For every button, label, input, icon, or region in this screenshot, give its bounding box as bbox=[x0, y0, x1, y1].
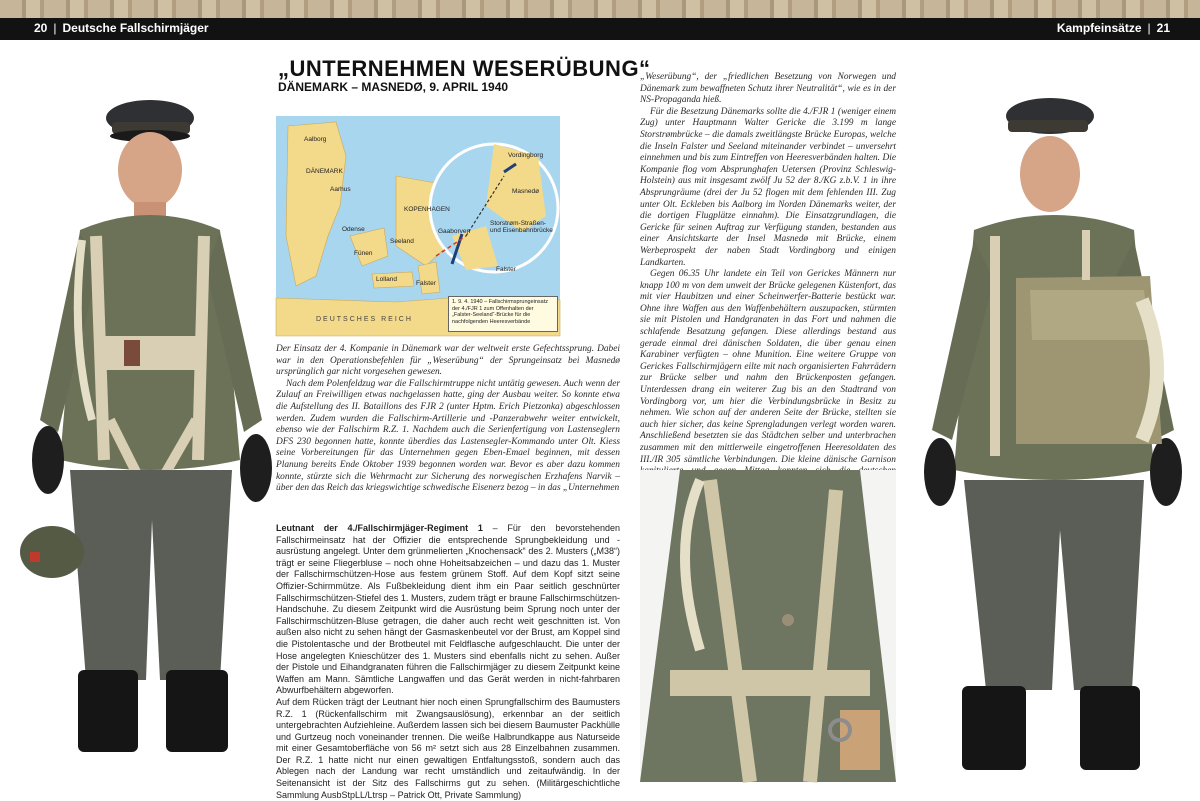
header-right bbox=[1057, 21, 1170, 35]
header-left bbox=[34, 21, 209, 35]
left-page-number: 20 bbox=[34, 21, 48, 35]
map-label-daenemark: DÄNEMARK bbox=[306, 168, 343, 175]
denmark-map bbox=[276, 116, 560, 336]
map-label-kopenhagen: KOPENHAGEN bbox=[404, 206, 450, 213]
article-subtitle: DÄNEMARK – MASNEDØ, 9. APRIL 1940 bbox=[278, 80, 509, 94]
article-title: „UNTERNEHMEN WESERÜBUNG“ bbox=[278, 56, 651, 81]
right-running-title: Kampfeinsätze bbox=[1056, 21, 1142, 35]
map-label-falster-inset: Falster bbox=[496, 266, 516, 273]
header-map-strip bbox=[0, 0, 1200, 18]
caption-body: – Für den bevorstehenden Fallschirmeinsatz hat der Offizier die entsprechende Sprungbekleidung und -ausrüstung angelegt. Unter dem grünmelierten „Knochensack“ des 2. Musters („M38“) trägt er seine Fliegerbluse – noch ohne Hoheitsabzeichen – und dazu das 1. Muster der Fallschirmschützen-Hose aus festem grünem Stoff. Auf dem Kopf sitzt seine Offizier-Schirmmütze. Als Fußbekleidung dient ihm ein Paar seitlich geschnürter Fallschirmschützen-Stiefel des 1. Musters, zudem trägt er braune Fallschirmschützen-Handschuhe. Zu diesem Zeitpunkt wird die Ausrüstung beim Sprung noch unter der Fallschirmschützen-Bluse getragen, die daher auch recht weit geschnitten ist. Von außen also nicht zu sehen hängt der Gasmaskenbeutel vor der Brust, am Koppel sind die Pistolentasche und der Brotbeutel mit Feldflasche aufgeschlaucht. Die unter der Hose angelegten Knieschützer des 1. Musters sind ebenfalls nicht zu sehen. Außer der Pistole und Eihandgranaten führen die Fallschirmjäger zu diesem Zeitpunkt keine Waffen am Mann. Sämtliche Langwaffen und das Gerät werden in nicht-fahrbaren Abwurfbehältern abgeworfen. bbox=[276, 523, 621, 696]
header-separator: | bbox=[1147, 21, 1151, 35]
text-column-left bbox=[276, 344, 620, 495]
caption-body-2: Auf dem Rücken trägt der Leutnant hier noch einen Sprungfallschirm des Baumusters R.Z. 1 (Rückenfallschirm mit Zwangsauslösung), erkennbar an der seitlich untergebrachten Aufziehleine. Außerdem lassen sich bei diesem Baumuster Packhülle und Gurtzeug noch voneinander trennen. Die weiße Halbrundkappe aus Naturseide mit einer Gesamtoberfläche von 56 m² setzt sich aus 28 Einzelbahnen zusammen. Der R.Z. 1 hatte nicht nur einen gewaltigen Entfaltungsstoß, sondern auch das Ablegen nach der Landung war recht umständlich und zeitaufwändig. In der Seitenansicht ist der Sitz des Fallschirms gut zu sehen. (Militärgeschichtliche Sammlung AusbStpLL/Ltrsp – Patrick Ott, Private Sammlung) bbox=[276, 696, 620, 800]
map-label-lolland: Lolland bbox=[376, 276, 397, 283]
photo-front-view bbox=[0, 40, 278, 782]
map-caption: 1. 9. 4. 1940 – Fallschirmsprungeinsatz der 4./FJR 1 zum Offenhalten der „Falster-Seeland“-Brücke für die nachfolgenden Heeresverbände bbox=[448, 296, 558, 332]
paragraph: Nach dem Polenfeldzug war die Fallschirmtruppe nicht untätig gewesen. Auch wenn der Zulauf an Freiwilligen etwas nachgelassen hatte, ging der Ausbau weiter. So konnte etwa die Aufstellung des II. Bataillons des FJR 2 (unter Hptm. Erich Pietzonka) abgeschlossen werden. Zudem wurden die Fallschirm-Artillerie und -Panzerabwehr weiter entwickelt, ebenso wie der Fallschirm R.Z. 1. Nachdem auch die Serienfertigung von Lastenseglern DFS 230 begonnen hatte, konnte überdies das Lastensegler-Kommando unter Olt. Kiess seine Vorbereitungen für das Unternehmen gegen Eben-Emael beginnen, mit dessen Planung bereits Ende Oktober 1939 begonnen worden war. Bevor es aber dazu kommen konnte, stürzte sich die Wehrmacht zur Sicherung des norwegischen Erzhafens Narvik – über den das Reich das kriegswichtige schwedische Eisenerz bezog – in das „Unternehmen bbox=[276, 378, 620, 494]
right-page-number: 21 bbox=[1156, 21, 1170, 35]
photo-side-view bbox=[904, 40, 1200, 782]
map-label-gaaborven: Gaaborven bbox=[438, 228, 471, 235]
caption-lead: Leutnant der 4./Fallschirmjäger-Regiment 1 bbox=[276, 523, 483, 533]
map-label-aalborg: Aalborg bbox=[304, 136, 327, 143]
paragraph: „Weserübung“, der „friedlichen Besetzung von Norwegen und Dänemark zum bewaffneten Schutz ihrer Neutralität“, wie es in der NS-Propaganda hieß. bbox=[640, 72, 896, 106]
map-label-seeland: Seeland bbox=[390, 238, 414, 245]
photo-detail-harness bbox=[640, 470, 896, 782]
photo-caption bbox=[276, 523, 620, 801]
map-label-vordingborg: Vordingborg bbox=[508, 152, 544, 159]
map-label-deutsches-reich: DEUTSCHES REICH bbox=[316, 316, 413, 323]
left-running-title: Deutsche Fallschirmjäger bbox=[62, 21, 209, 35]
map-label-falster: Falster bbox=[416, 280, 436, 287]
text-column-right bbox=[640, 72, 896, 536]
paragraph: Der Einsatz der 4. Kompanie in Dänemark war der weltweit erste Gefechtssprung. Dabei war in den Operationsbefehlen für „Weserübung“ der Sprungeinsatz bei Masnedø ursprünglich gar nicht vorgesehen gewesen. bbox=[276, 344, 620, 378]
header-separator: | bbox=[53, 21, 57, 35]
map-label-aarhus: Aarhus bbox=[330, 186, 351, 193]
map-label-fuenen: Fünen bbox=[354, 250, 373, 257]
page-header bbox=[0, 0, 1200, 40]
map-label-masnedo: Masnedø bbox=[512, 188, 540, 195]
map-label-odense: Odense bbox=[342, 226, 365, 233]
paragraph: Gegen 06.35 Uhr landete ein Teil von Gerickes Männern nur knapp 100 m von dem unweit der Brücke gelegenen Küstenfort, das mit vier Haubitzen und einer Scheinwerfer-Batterie bestückt war. Ohne ihre Waffen aus den Waffenbehältern auszupacken, stürmten sie mit Pistolen und Handgranaten in das Fort und nahmen die schlafende Besatzung gefangen. Diese allerdings bestand aus gerade einmal drei dänischen Soldaten, die über genau einen Karabiner verfügten – ohne Munition. Eine weitere Gruppe von Gerickes Fallschirmjägern eilte mit nach organisierten Fahrrädern zur Brücke selber und nahm den Brückenposten gefangen. Unterdessen drang ein weiterer Zug bis an den Stadtrand von Vordingborg vor, um hier die Verbindungsbrücke in Besitz zu nehmen. Wie schon auf der anderen Seite der Brücke, stellten sie auch hier sicher, das keine Sprengladungen verlegt worden waren. Anschließend besetzten sie das Städtchen selber und unterbrachen zusammen mit den mittlerweile eingetroffenen Heeresoldaten des III./IR 305 sämtliche Verbindungen. Die kleine dänische Garnison bbox=[640, 269, 896, 465]
map-label-bridge: Storstrøm-Straßen- und Eisenbahnbrücke bbox=[490, 220, 553, 234]
paragraph: Für die Besetzung Dänemarks sollte die 4./FJR 1 (weniger einem Zug) unter Hauptmann Walter Gericke die 3.199 m lange Storstrømbrücke – die damals zweitlängste Brücke Europas, welche die Inseln Falster und Seeland miteinander verbindet – unversehrt einnehmen und bis zum Eintreffen von Heeresverbänden halten. Die Kompanie flog vom Absprunghafen Uetersen (Provinz Schleswig-Holstein) aus mit insgesamt zwölf Ju 52 der 8./KG z.b.V. 1 in ihre Absprungräume (drei der Ju 52 flogen mit dem fehlenden III. Zug unter Olt. Eckleben bis Aalborg im Norden Dänemarks weiter, der die dortigen Flugplätze einnahm). Die Einsatzgrundlagen, die Gericke für seinen Auftrag zur Verfügung standen, bestanden aus einer Ansichtskarte der Insel Masnedø mit Brücke, einem Werbeprospekt der naben Stadt Vordingborg und einigen Landkarten. bbox=[640, 106, 896, 268]
